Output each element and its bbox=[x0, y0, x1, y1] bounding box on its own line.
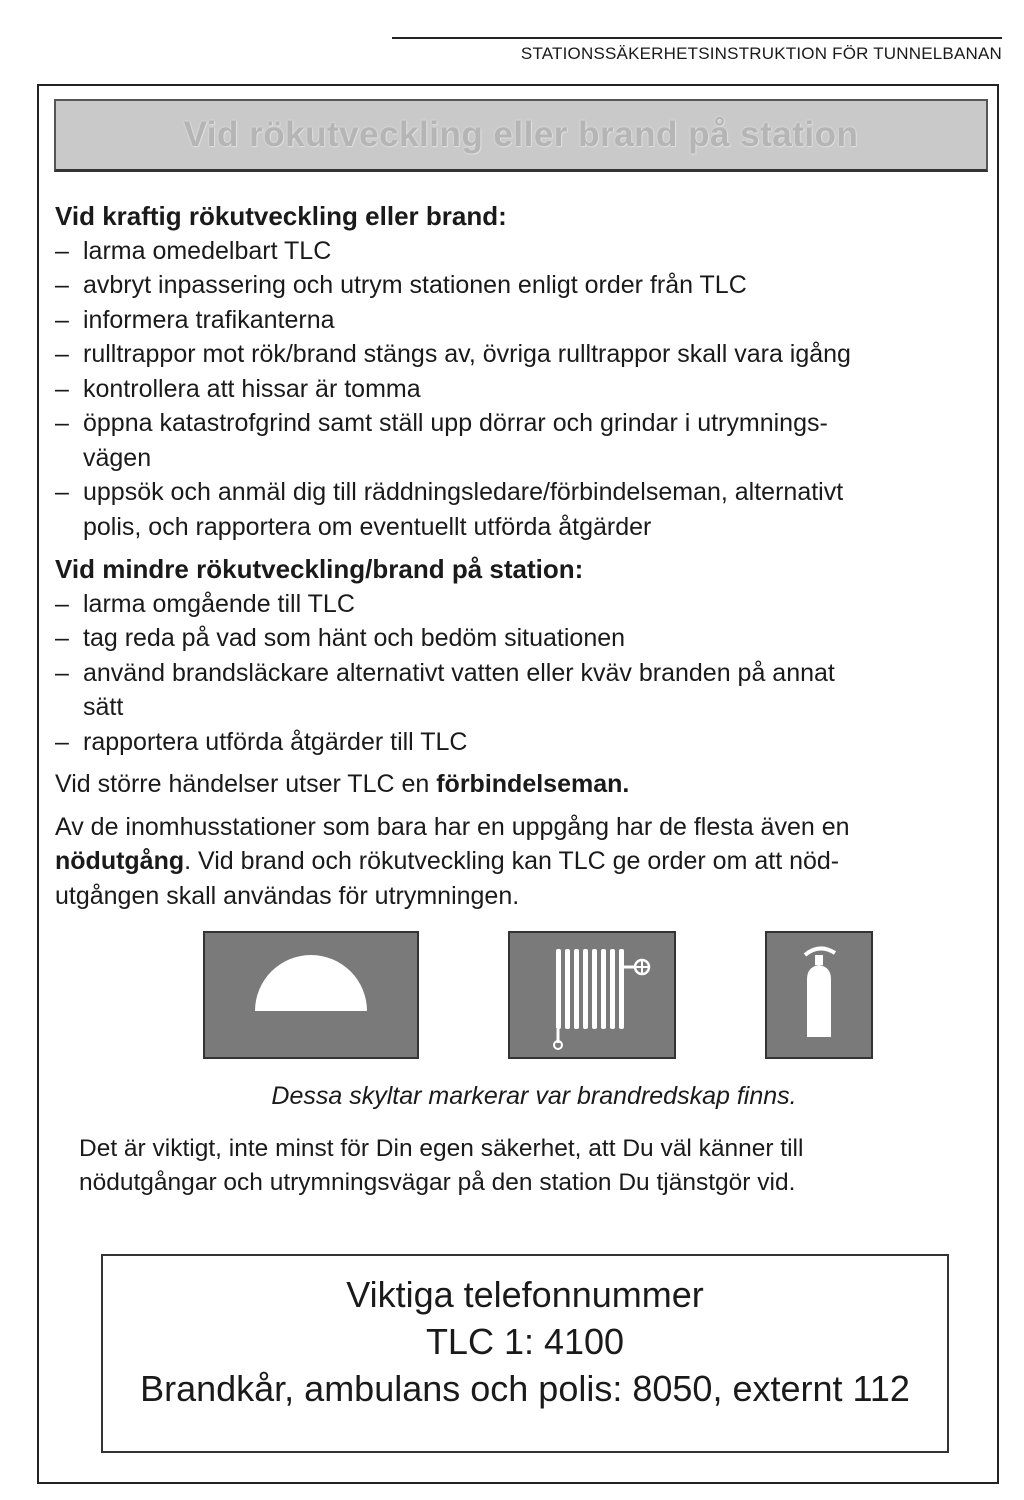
title-banner bbox=[54, 99, 988, 172]
awareness-paragraph bbox=[79, 1132, 985, 1200]
list-item: – rulltrappor mot rök/brand stängs av, övriga rulltrappor skall vara igång bbox=[55, 337, 985, 372]
list-item-continuation: polis, och rapportera om eventuellt utförda åtgärder bbox=[83, 512, 652, 541]
paragraph-bold: nödutgång bbox=[55, 847, 185, 875]
phone-numbers-box bbox=[101, 1254, 949, 1453]
section1-list bbox=[55, 234, 985, 545]
fire-extinguisher-sign bbox=[765, 931, 873, 1059]
list-item: – avbryt inpassering och utrym stationen enligt order från TLC bbox=[55, 268, 985, 303]
section1-heading: Vid kraftig rökutveckling eller brand: bbox=[55, 201, 507, 231]
emergency-numbers: Brandkår, ambulans och polis: 8050, externt 112 bbox=[140, 1368, 910, 1409]
list-item bbox=[55, 475, 985, 544]
list-item-text: öppna katastrofgrind samt ställ upp dörrar och grindar i utrymnings- bbox=[83, 409, 828, 437]
list-item: – rapportera utförda åtgärder till TLC bbox=[55, 725, 985, 760]
paragraph-text: nödutgångar och utrymningsvägar på den station Du tjänstgör vid. bbox=[79, 1168, 796, 1196]
fire-hose-reel-icon bbox=[510, 933, 674, 1057]
paragraph-text: Vid större händelser utser TLC en bbox=[55, 770, 437, 798]
list-item bbox=[55, 406, 985, 475]
tlc-number: TLC 1: 4100 bbox=[425, 1321, 625, 1362]
list-item: – informera trafikanterna bbox=[55, 303, 985, 338]
section2-list bbox=[55, 587, 985, 760]
fire-blanket-dome-icon bbox=[205, 933, 417, 1057]
list-item-text: använd brandsläckare alternativt vatten eller kväv branden på annat bbox=[83, 658, 835, 687]
list-item-text: uppsök och anmäl dig till räddningsledare/förbindelseman, alternativt bbox=[83, 478, 844, 506]
fire-hose-sign bbox=[508, 931, 676, 1059]
signs-caption: Dessa skyltar markerar var brandredskap finns. bbox=[271, 1082, 797, 1110]
paragraph-text: Det är viktigt, inte minst för Din egen säkerhet, att Du väl känner till bbox=[79, 1134, 804, 1162]
list-item-continuation: vägen bbox=[83, 443, 152, 472]
list-item: – tag reda på vad som hänt och bedöm situationen bbox=[55, 621, 985, 656]
paragraph-bold: förbindelseman. bbox=[436, 770, 630, 798]
paragraph-text: utgången skall användas för utrymningen. bbox=[55, 881, 520, 910]
list-item: – larma omedelbart TLC bbox=[55, 234, 985, 269]
phone-box-title: Viktiga telefonnummer bbox=[346, 1274, 704, 1315]
paragraph-text: . Vid brand och rökutveckling kan TLC ge order om att nöd- bbox=[184, 847, 840, 875]
instruction-frame bbox=[37, 84, 999, 1484]
fire-extinguisher-icon bbox=[767, 933, 871, 1057]
list-item-continuation: sätt bbox=[83, 693, 124, 721]
document-header bbox=[392, 37, 1002, 64]
section2-heading: Vid mindre rökutveckling/brand på station: bbox=[55, 554, 584, 584]
paragraph-text: Av de inomhusstationer som bara har en uppgång har de flesta även en bbox=[55, 812, 850, 841]
list-item: – larma omgående till TLC bbox=[55, 587, 985, 622]
list-item bbox=[55, 656, 985, 725]
banner-title: Vid rökutveckling eller brand på station bbox=[183, 115, 859, 154]
liaison-paragraph bbox=[55, 767, 985, 802]
fire-blanket-sign bbox=[203, 931, 419, 1059]
fire-equipment-signs bbox=[55, 931, 985, 1081]
emergency-exit-paragraph bbox=[55, 810, 985, 914]
header-title: STATIONSSÄKERHETSINSTRUKTION FÖR TUNNELBANAN bbox=[520, 44, 1002, 63]
instruction-content bbox=[55, 199, 985, 1200]
list-item: – kontrollera att hissar är tomma bbox=[55, 372, 985, 407]
